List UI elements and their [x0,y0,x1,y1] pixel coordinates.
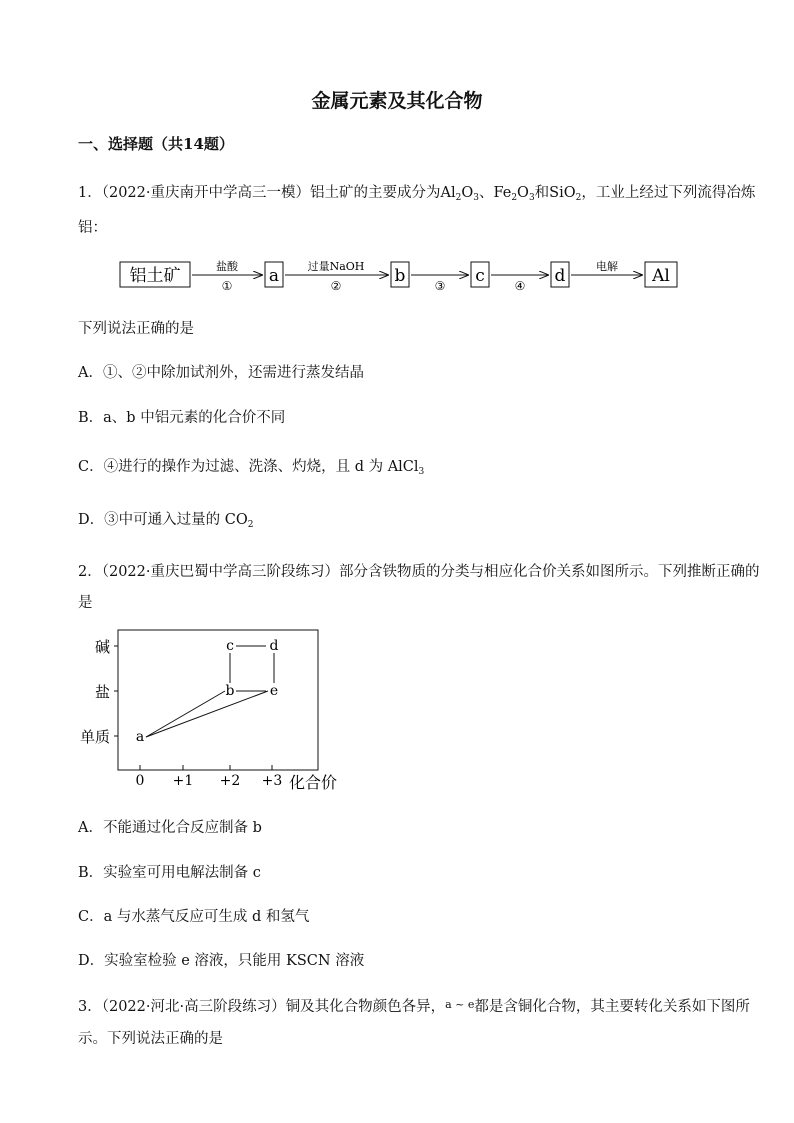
q2-option-b: B．实验室可用电解法制备 c [78,865,261,881]
point-a: a [135,729,145,745]
subscript: 2 [511,193,518,203]
q2-stem-line1: 2．（2022·重庆巴蜀中学高三阶段练习）部分含铁物质的分类与相应化合价关系如图所示。下列推断正确的 [78,564,760,580]
y-label-salt: 盐 [94,683,110,701]
q1-stem-text: 1．（2022·重庆南开中学高三一模）铝土矿的主要成分为Al [78,185,456,201]
flow-end-label: Al [652,266,670,286]
q2-option-a: A．不能通过化合反应制备 b [78,820,262,836]
q1-prompt: 下列说法正确的是 [78,321,194,337]
q1-option-b: B．a、b 中铝元素的化合价不同 [78,410,286,426]
flow-b-label: b [394,266,406,286]
q1-option-a: A．①、②中除加试剂外，还需进行蒸发结晶 [78,365,364,381]
q3-stem-line2: 示。下列说法正确的是 [78,1031,223,1047]
q1-option-c-text: C．④进行的操作为过滤、洗涤、灼烧，且 d 为 AlCl [78,459,419,475]
page-title: 金属元素及其化合物 [311,90,483,112]
flow-step-3: ③ [434,279,446,293]
x-label-plus2: +2 [219,773,241,789]
q3-stem-text: 都是含铜化合物，其主要转化关系如下图所 [474,999,750,1015]
q1-stem-text: ，工业上经过下列流得冶炼 [581,185,756,201]
y-label-element: 单质 [79,728,110,746]
subscript: 2 [575,193,582,203]
q3-stem-line1 [78,995,750,1016]
flow-reagent-1: 盐酸 [216,260,238,273]
flow-step-1: ① [221,279,233,293]
flow-a-label: a [268,266,280,286]
q2-option-d: D．实验室检验 e 溶液，只能用 KSCN 溶液 [78,953,365,969]
x-label-plus1: +1 [172,773,194,789]
flow-step-4: ④ [514,279,526,293]
q1-stem-text: O [517,185,529,201]
line-a-b [146,691,225,737]
q3-range: a ~ e [445,998,475,1011]
line-a-e [146,691,268,737]
flow-start-label: 铝土矿 [129,266,181,286]
flow-c-label: c [475,266,485,286]
section-heading: 一、选择题（共14题） [78,135,234,153]
x-label-0: 0 [135,773,145,789]
flow-reagent-5: 电解 [596,260,618,273]
point-e: e [269,683,279,699]
x-axis-title: 化合价 [289,773,338,792]
subscript: 3 [473,193,479,203]
q1-option-d-text: D．③中可通入过量的 CO [78,512,248,528]
point-b: b [225,683,235,699]
q2-option-c: C．a 与水蒸气反应可生成 d 和氢气 [78,909,310,925]
x-label-plus3: +3 [261,773,283,789]
subscript: 3 [528,193,535,203]
q1-option-d [78,508,253,529]
q1-stem-text: 和SiO [534,185,576,201]
y-label-base: 碱 [94,638,110,656]
q1-stem-text: 、Fe [478,185,512,201]
q1-stem-line1 [78,181,755,202]
flow-step-2: ② [330,279,342,293]
q1-flow-diagram [110,250,690,300]
flow-reagent-2: 过量NaOH [307,260,365,273]
q2-valence-diagram [70,625,360,800]
q1-stem-text: O [461,185,474,201]
subscript: 3 [418,467,425,477]
point-c: c [226,638,234,654]
q2-stem-line2: 是 [78,595,93,611]
point-d: d [269,638,279,654]
diagram-frame [118,630,318,770]
subscript: 2 [247,520,254,530]
flow-d-label: d [554,266,566,286]
subscript: 2 [455,193,462,203]
q1-stem-line2: 铝： [78,220,107,236]
q1-option-c [78,455,424,476]
q3-stem-text: 3．（2022·河北·高三阶段练习）铜及其化合物颜色各异， [78,999,446,1015]
